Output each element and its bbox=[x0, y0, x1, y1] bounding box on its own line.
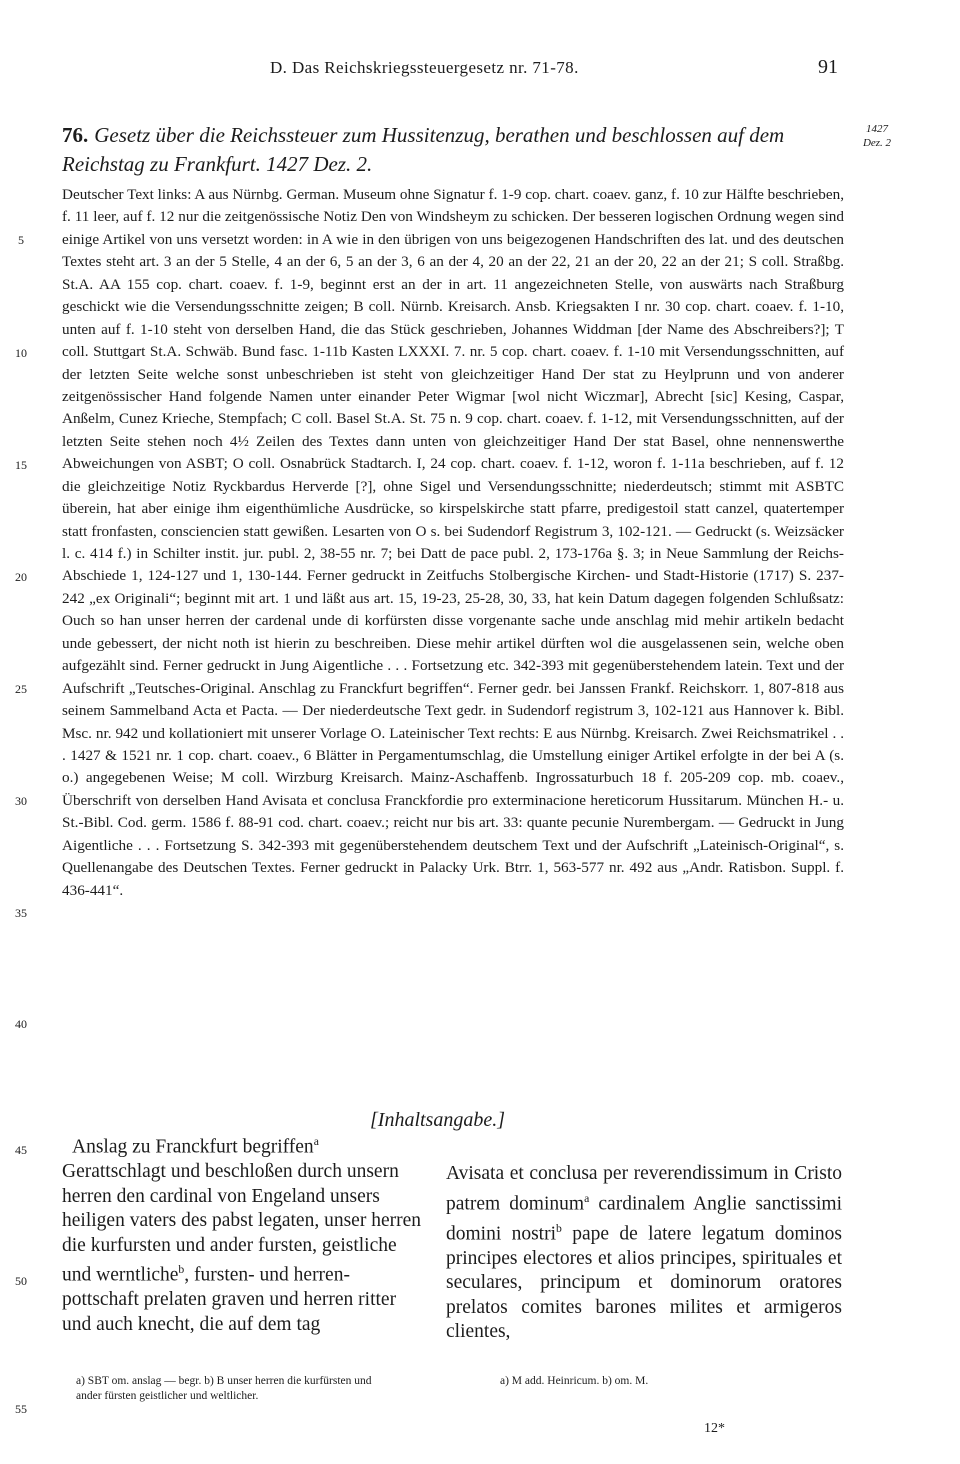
latin-text-column bbox=[446, 1162, 842, 1345]
latin-body-text-end: pape de latere legatum dominos principes electores et alios principes, spirituales et seculares, principum et dominorum oratores prelatos comites barones milites et armigeros clientes, bbox=[446, 1223, 843, 1342]
german-body-text: Gerattschlagt und beschloßen durch unsern herren den cardinal von Engeland unsers heiligen vaters des pabst legaten, unser herren die kurfursten und ander fursten, geistliche und werntliche bbox=[62, 1161, 421, 1286]
page-number: 91 bbox=[818, 56, 838, 78]
german-heading bbox=[62, 1130, 422, 1160]
footnote-mark: b bbox=[178, 1263, 185, 1276]
line-number: 45 bbox=[15, 1143, 27, 1157]
margin-date bbox=[852, 122, 902, 150]
footnote-mark: a bbox=[313, 1135, 319, 1148]
footnote-mark: a bbox=[584, 1191, 590, 1205]
margin-date-year: 1427 bbox=[866, 123, 888, 135]
document-title bbox=[62, 121, 842, 179]
line-number: 50 bbox=[15, 1274, 27, 1288]
section-heading: [Inhaltsangabe.] bbox=[370, 1109, 505, 1131]
line-number: 55 bbox=[15, 1402, 27, 1416]
footnotes-latin: a) M add. Heinricum. b) om. M. bbox=[500, 1375, 649, 1387]
footnotes-german: a) SBT om. anslag — begr. b) B unser herren die kurfürsten und ander fürsten geistlicher und weltlicher. bbox=[76, 1375, 372, 1402]
german-body-text-cont: , fursten- und herren-pottschaft prelaten graven und herren ritter und auch knecht, die auf dem tag bbox=[62, 1264, 397, 1335]
german-body bbox=[62, 1160, 422, 1337]
latin-body-text: Avisata et conclusa per reverendissimum in Cristo patrem dominum bbox=[446, 1163, 842, 1214]
german-heading-text: Anslag zu Franckfurt begriffen bbox=[72, 1136, 314, 1158]
line-number: 25 bbox=[15, 682, 27, 696]
margin-date-day: Dez. 2 bbox=[862, 137, 892, 149]
footnote-mark: b bbox=[556, 1221, 562, 1235]
line-number: 40 bbox=[15, 1017, 27, 1031]
line-number: 10 bbox=[15, 346, 27, 360]
editorial-notes: Deutscher Text links: A aus Nürnbg. German. Museum ohne Signatur f. 1-9 cop. chart. coaev. ganz, f. 10 zur Hälfte beschrieben, f. 11 leer, auf f. 12 nur die zeitgenössische Notiz Den von Windsheym zu schicken. Der besseren logischen Ordnung wegen sind einige Artikel von uns versetzt worden: in A wie in den übrigen von uns beigezogenen Handschriften des lat. und des deutschen Textes steht art. 3 an der 5 Stelle, 4 an der 6, 5 an der 3, 6 an der 4, 20 an der 22, 21 an der 20, 22 an der 21; S coll. Straßbg. St.A. AA 155 cop. chart. coaev. f. 1-9, beginnt erst an der in art. 11 angezeichneten Stelle, von auswärts nach Straßburg geschickt wie die Versendungsschnitte zeigen; B coll. Nürnb. Kreisarch. Ansb. Kriegsakten I nr. 30 cop. chart. coaev. f. 1-10, unten auf f. 1-10 steht von derselben Hand, die das Stück geschrieben, Johannes Widdman [der Name des Abschreibers?]; T coll. Stuttgart St.A. Schwäb. Bund fasc. 1-11b Kasten LXXXI. 7. nr. 5 cop. chart. coaev. f. 1-10 mit Versendungsschnitten, auf der letzten Seite welche sonst unbeschrieben ist steht von gleichzeitiger Hand Der stat zu Heylprunn und von anderer zeitgenössischer Hand folgende Namen unter einander Peter Wigmar [wol nicht Wiczmar], Abrecht [sic] Kesing, Caspar, Anßelm, Cunez Krieche, Stempfach; C coll. Basel St.A. St. 75 n. 9 cop. chart. coaev. f. 1-12, mit Versendungsschnitten, auf der letzten Seite stehen noch 4½ Zeilen des Textes dann unten von gleichzeitiger Hand Der stat Basel, ohne nennenswerthe Abweichungen von ASBT; O coll. Osnabrück Stadtarch. I, 24 cop. chart. coaev. f. 1-12, woron f. 1-11a beschrieben, auf f. 12 die gleichzeitige Notiz Ryckbardus Herverde [?], ohne Sigel und Versendungsschnitte; niederdeutsch; stimmt mit ASBTC überein, hat aber einige ihm eigenthümliche Ausdrücke, so kirspelskirche statt pfarre, predigestoil statt canzel, quatertemper statt fronfasten, consciencien statt gewißen. Lesarten von O s. bei Sudendorf Registrum 3, 102-121. — Gedruckt (s. Weizsäcker l. c. 414 f.) in Schilter instit. jur. publ. 2, 38-55 nr. 7; bei Datt de pace publ. 2, 173-176a §. 3; in Neue Sammlung der Reichs-Abschiede 1, 124-127 und 1, 130-144. Ferner gedruckt in Zeitfuchs Stolbergische Kirchen- und Stadt-Historie (1717) S. 237-242 „ex Originali“; beginnt mit art. 1 und läßt aus art. 15, 19-23, 25-28, 30, 33, hat kein Datum dagegen folgenden Schlußsatz: Ouch so han unser herren der cardenal unde di korfürsten disse vorgenante sache unde anschlag mid mehir artikeln bedacht unde gebessert, der nicht noth ist hierin zu beschreiben. Diese mehir artikel dürften wol die ausgelassenen sein, welche oben aufgezählt sind. Ferner gedruckt in Jung Aigentliche . . . Fortsetzung etc. 342-393 mit gegenüberstehendem latein. Text und der Aufschrift „Teutsches-Original. Anschlag zu Franckfurt begriffen“. Ferner gedr. bei Janssen Frankf. Reichskorr. 1, 807-818 aus seinem Sammelband Acta et Pacta. — Der niederdeutsche Text gedr. in Sudendorf registrum 3, 102-121 aus Hannover k. Bibl. Msc. nr. 942 und kollationiert mit unserer Vorlage O. Lateinischer Text rechts: E aus Nürnbg. Kreisarch. Zwei Reichsmatrikel . . . 1427 & 1521 nr. 1 cop. chart. coaev., 6 Blätter in Pergamentumschlag, die Umstellung einiger Artikel erfolgte in der bei A (s. o.) angegebenen Weise; M coll. Wirzburg Kreisarch. Mainz-Aschaffenb. Ingrossaturbuch 18 f. 205-209 cop. mb. coaev., Überschrift von derselben Hand Avisata et conclusa Franckfordie pro exterminacione hereticorum Hussitarum. München H.- u. St.-Bibl. Cod. germ. 1586 f. 88-91 cod. chart. coaev.; reicht nur bis art. 33: quante pecunie Nurembergam. — Gedruckt in Jung Aigentliche . . . Fortsetzung S. 342-393 mit gegenüberstehendem deutschem Text und der Aufschrift „Lateinisch-Original“, s. Quellenangabe des Deutschen Textes. Ferner gedruckt in Palacky Urk. Btrr. 1, 563-577 nr. 492 aus „Andr. Ratisbon. Suppl. f. 436-441“. bbox=[62, 186, 844, 899]
german-text-column bbox=[62, 1130, 422, 1337]
line-number: 5 bbox=[18, 233, 24, 247]
signature-mark: 12* bbox=[704, 1421, 725, 1436]
line-number: 35 bbox=[15, 906, 27, 920]
running-header: D. Das Reichskriegssteuergesetz nr. 71-78. bbox=[270, 58, 579, 77]
line-number: 15 bbox=[15, 458, 27, 472]
line-number: 30 bbox=[15, 794, 27, 808]
document-title-text: Gesetz über die Reichssteuer zum Hussitenzug, berathen und beschlossen auf dem Reichstag zu Frankfurt. 1427 Dez. 2. bbox=[62, 123, 785, 176]
document-number: 76. bbox=[62, 123, 89, 147]
line-number: 20 bbox=[15, 570, 27, 584]
latin-body-text-cont: cardinalem Anglie sanctissimi domini nostri bbox=[446, 1193, 842, 1244]
